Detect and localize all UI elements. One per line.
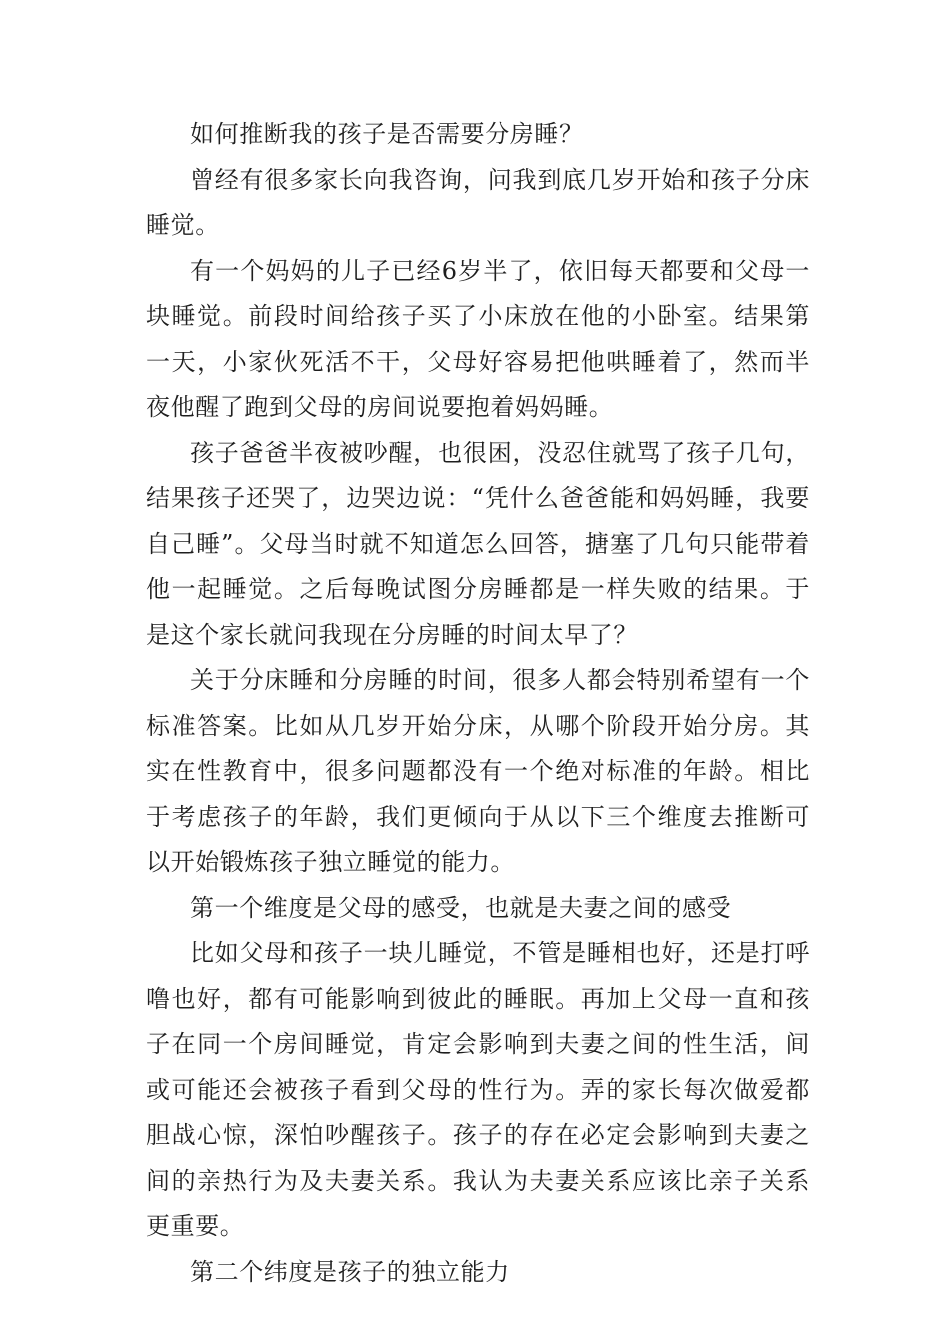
section-heading-first-dimension: 第一个维度是父母的感受，也就是夫妻之间的感受 <box>190 893 732 922</box>
paragraph-story-continued: 孩子爸爸半夜被吵醒，也很困，没忍住就骂了孩子几句，结果孩子还哭了，边哭边说：“凭什么爸爸能和妈妈睡，我要自己睡”。父母当时就不知道怎么回答，搪塞了几句只能带着他一起睡觉。之后每晚试图分房睡都是一样失败的结果。于是这个家长就问我现在分房睡的时间太早了？ <box>146 438 810 649</box>
paragraph-story: 有一个妈妈的儿子已经6岁半了，依旧每天都要和父母一块睡觉。前段时间给孩子买了小床放在他的小卧室。结果第一天，小家伙死活不干，父母好容易把他哄睡着了，然而半夜他醒了跑到父母的房间说要抱着妈妈睡。 <box>146 256 810 421</box>
paragraph-dimensions: 关于分床睡和分房睡的时间，很多人都会特别希望有一个标准答案。比如从几岁开始分床，从哪个阶段开始分房。其实在性教育中，很多问题都没有一个绝对标准的年龄。相比于考虑孩子的年龄，我们更倾向于从以下三个维度去推断可以开始锻炼孩子独立睡觉的能力。 <box>146 666 810 876</box>
paragraph-intro: 曾经有很多家长向我咨询，问我到底几岁开始和孩子分床睡觉。 <box>146 165 810 239</box>
article-body <box>146 112 810 1295</box>
paragraph-first-dimension: 比如父母和孩子一块儿睡觉，不管是睡相也好，还是打呼噜也好，都有可能影响到彼此的睡眠。再加上父母一直和孩子在同一个房间睡觉，肯定会影响到夫妻之间的性生活，间或可能还会被孩子看到父母的性行为。弄的家长每次做爱都胆战心惊，深怕吵醒孩子。孩子的存在必定会影响到夫妻之间的亲热行为及夫妻关系。我认为夫妻关系应该比亲子关系更重要。 <box>146 939 810 1240</box>
section-heading-second-dimension: 第二个纬度是孩子的独立能力 <box>190 1257 510 1286</box>
article-heading: 如何推断我的孩子是否需要分房睡？ <box>190 120 584 148</box>
